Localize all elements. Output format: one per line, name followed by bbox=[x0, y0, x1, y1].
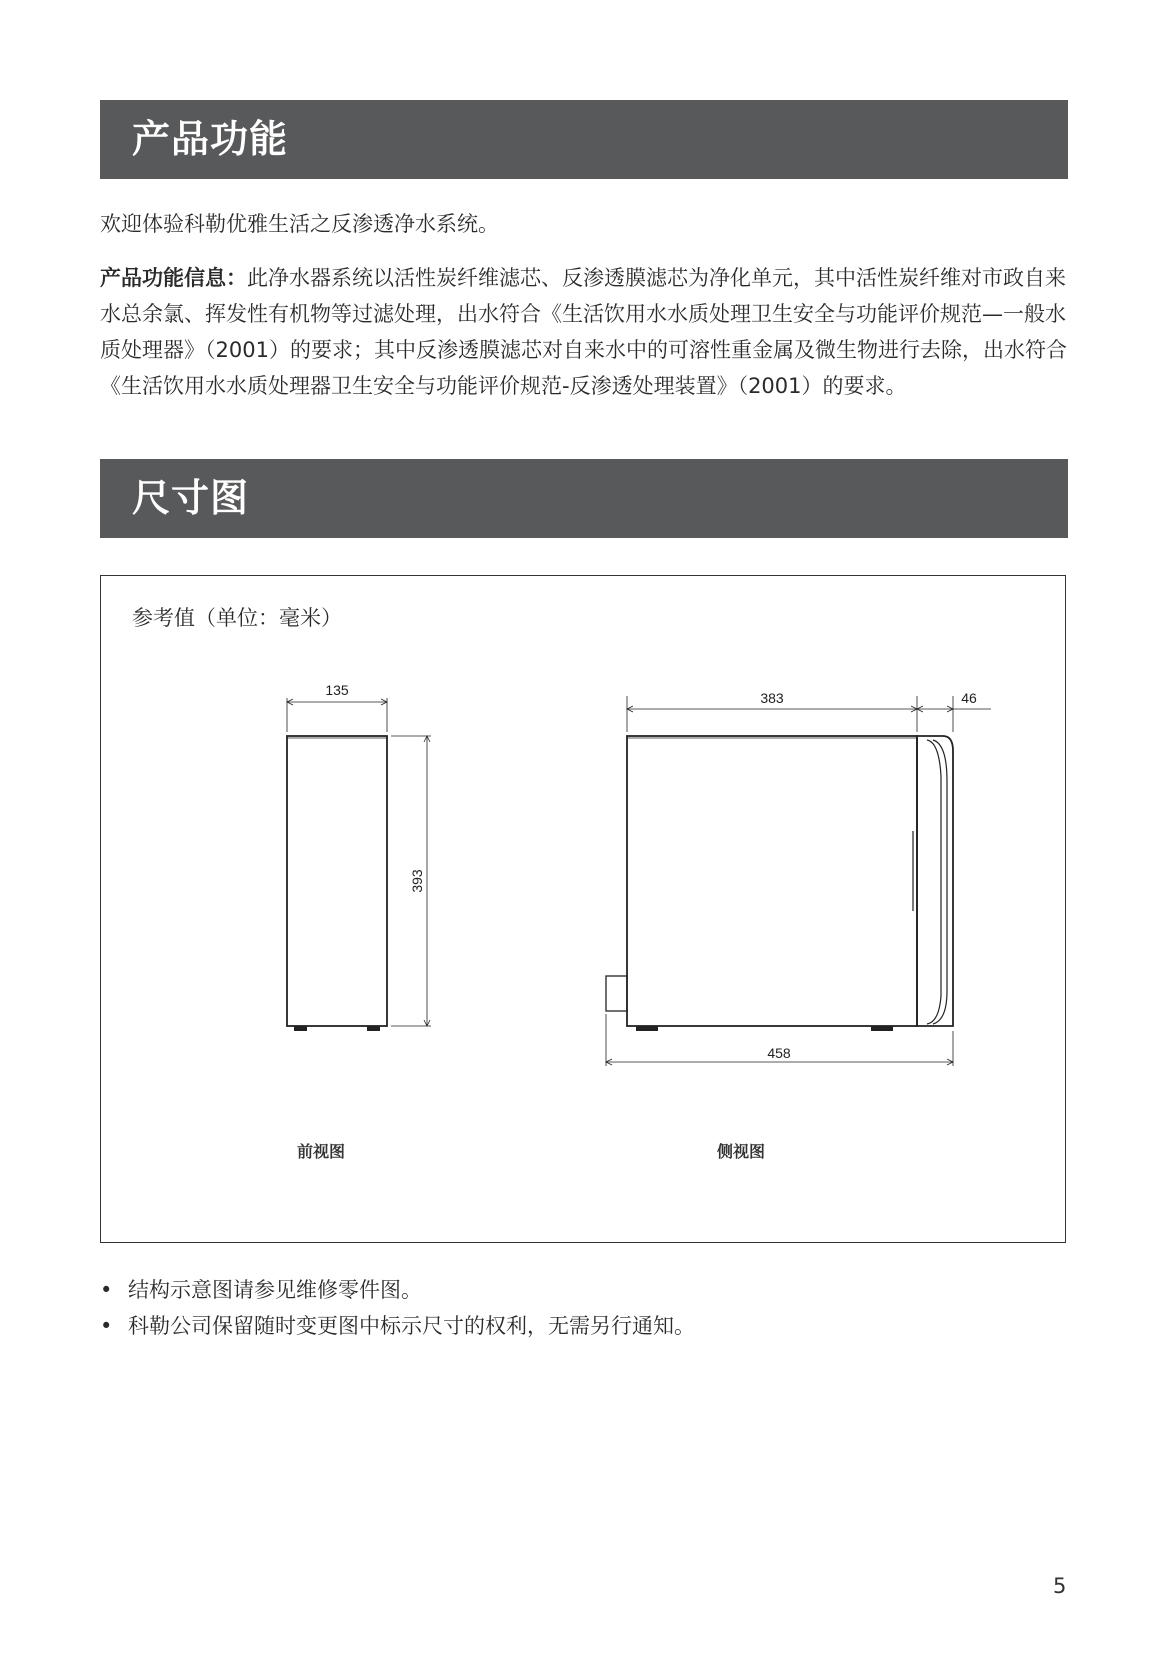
dimension-drawing-canvas bbox=[101, 576, 1065, 1242]
list-item: • 科勒公司保留随时变更图中标示尺寸的权利，无需另行通知。 bbox=[100, 1308, 695, 1344]
section-header-features bbox=[100, 100, 1068, 179]
section-title-features: 产品功能 bbox=[132, 117, 289, 161]
section-header-dimensions bbox=[100, 459, 1068, 538]
side-view-connector bbox=[606, 976, 627, 1011]
side-depth-label: 383 bbox=[760, 690, 784, 706]
side-view-foot-right bbox=[871, 1026, 893, 1031]
front-view-foot-left bbox=[294, 1026, 307, 1031]
side-front-panel-label: 46 bbox=[961, 690, 977, 706]
feature-info-label: 产品功能信息： bbox=[100, 266, 247, 290]
feature-info-text: 此净水器系统以活性炭纤维滤芯、反渗透膜滤芯为净化单元，其中活性炭纤维对市政自来水总余氯、挥发性有机物等过滤处理，出水符合《生活饮用水水质处理卫生安全与功能评价规范—一般水质处理器》（2001）的要求；其中反渗透膜滤芯对自来水中的可溶性重金属及微生物进行去除，出水符合《生活饮用水水质处理器卫生安全与功能评价规范-反渗透处理装置》（2001）的要求。 bbox=[100, 266, 1067, 398]
side-view-caption: 侧视图 bbox=[717, 1142, 766, 1161]
front-height-label: 393 bbox=[409, 869, 425, 893]
bullet-icon: • bbox=[100, 1278, 113, 1302]
unit-note: 参考值（单位：毫米） bbox=[132, 606, 342, 630]
side-total-label: 458 bbox=[767, 1045, 791, 1061]
front-view-body bbox=[287, 736, 387, 1026]
section-title-dimensions: 尺寸图 bbox=[132, 476, 250, 520]
feature-info-paragraph bbox=[100, 260, 1070, 404]
bullet-icon: • bbox=[100, 1314, 113, 1338]
front-width-label: 135 bbox=[325, 682, 349, 698]
page-number: 5 bbox=[1053, 1574, 1067, 1598]
side-view-foot-left bbox=[636, 1026, 658, 1031]
intro-text: 欢迎体验科勒优雅生活之反渗透净水系统。 bbox=[100, 212, 499, 236]
front-view-caption: 前视图 bbox=[297, 1142, 346, 1161]
side-view-body bbox=[627, 736, 917, 1026]
front-view-foot-right bbox=[367, 1026, 380, 1031]
list-item: • 结构示意图请参见维修零件图。 bbox=[100, 1272, 695, 1308]
notes-list bbox=[100, 1272, 695, 1344]
dimension-drawing bbox=[100, 575, 1066, 1243]
